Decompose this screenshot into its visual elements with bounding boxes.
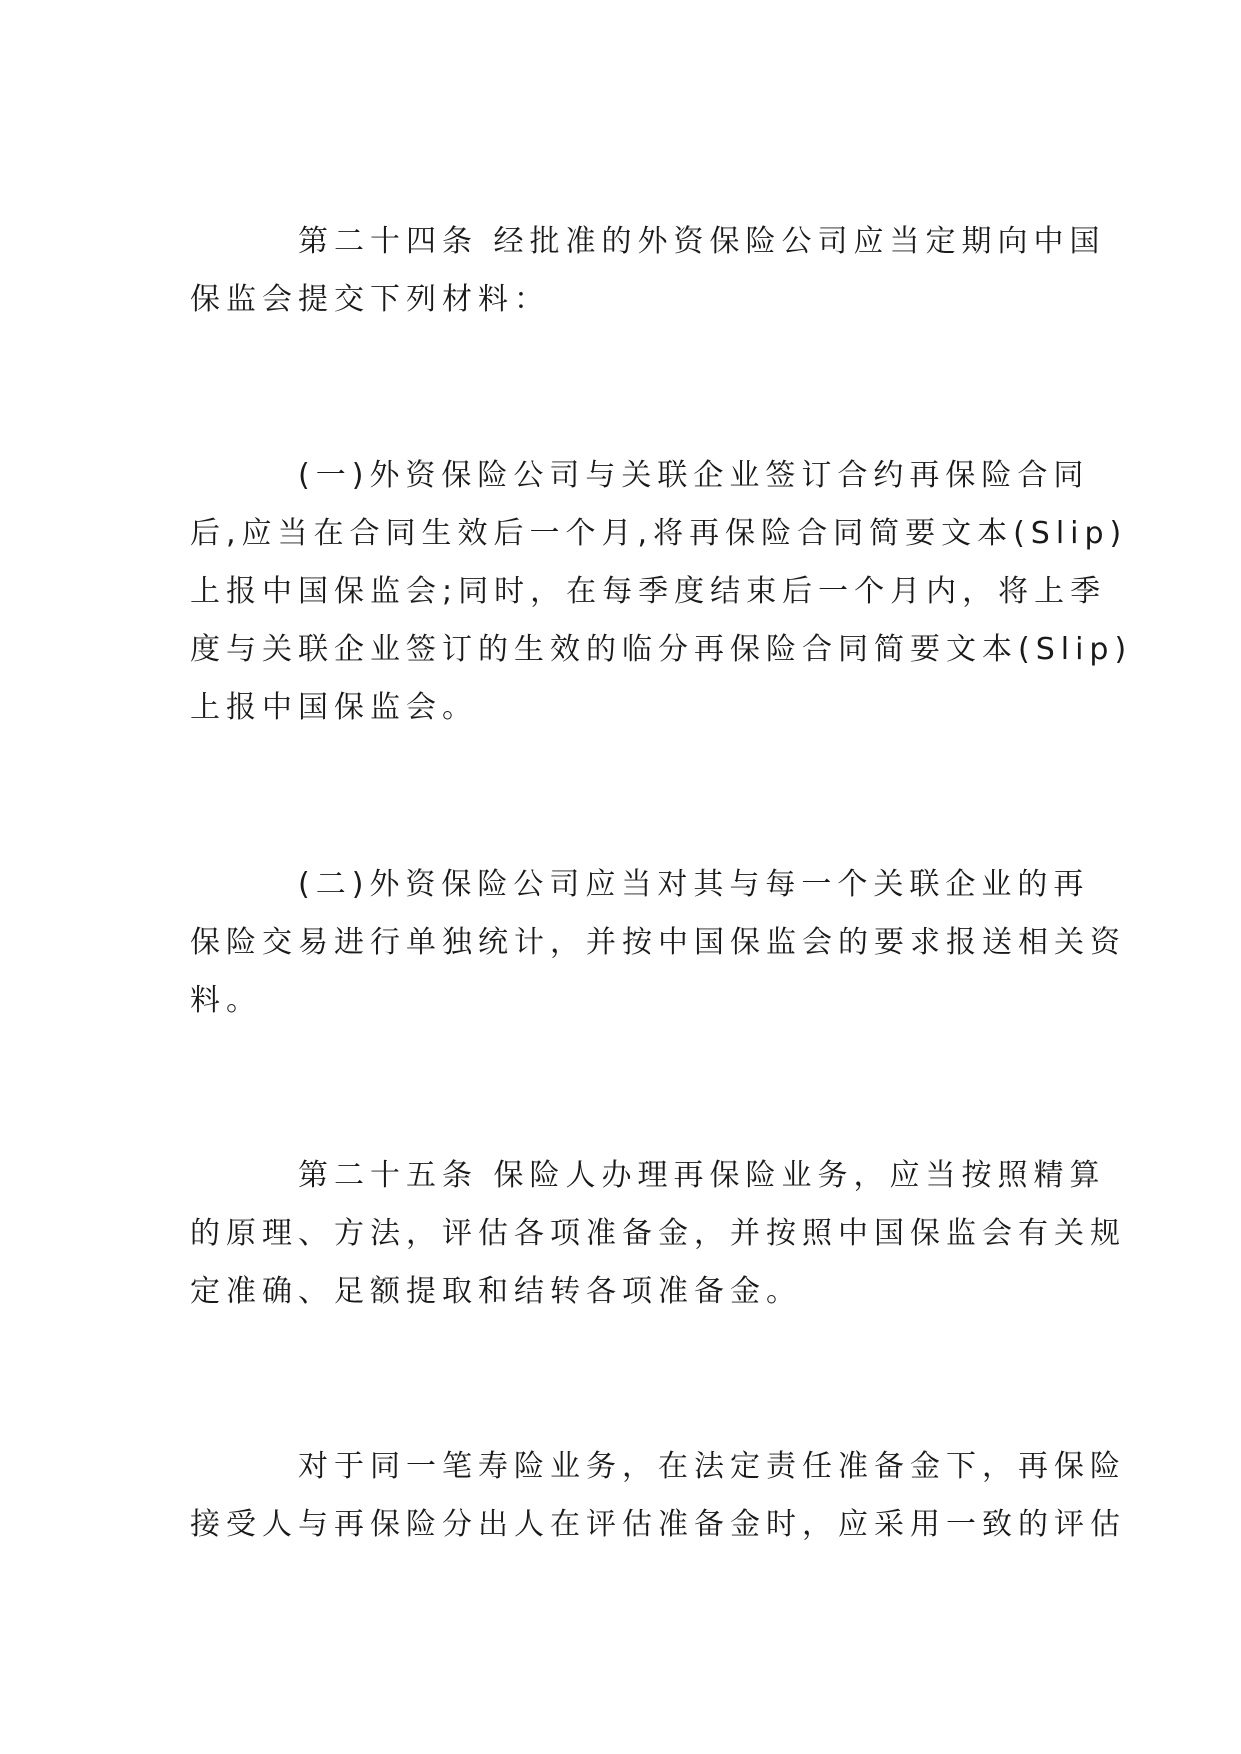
paragraph-line: 料。 <box>190 983 262 1018</box>
paragraph-item-1 <box>190 447 1132 737</box>
paragraph-article-25 <box>190 1147 1126 1321</box>
paragraph-line: 上报中国保监会。 <box>190 690 478 725</box>
paragraph-line: 第二十五条 保险人办理再保险业务，应当按照精算 <box>298 1158 1106 1193</box>
paragraph-line: (一)外资保险公司与关联企业签订合约再保险合同 <box>298 458 1090 493</box>
paragraph-line: 度与关联企业签订的生效的临分再保险合同简要文本(Slip) <box>190 632 1133 667</box>
paragraph-life-insurance-reserves <box>190 1438 1126 1554</box>
paragraph-item-2 <box>190 856 1126 1030</box>
paragraph-line: 第二十四条 经批准的外资保险公司应当定期向中国 <box>298 224 1106 259</box>
paragraph-line: 对于同一笔寿险业务，在法定责任准备金下，再保险 <box>298 1449 1126 1484</box>
paragraph-line: 保险交易进行单独统计，并按中国保监会的要求报送相关资 <box>190 925 1126 960</box>
paragraph-line: 的原理、方法，评估各项准备金，并按照中国保监会有关规 <box>190 1216 1126 1251</box>
paragraph-line: 定准确、足额提取和结转各项准备金。 <box>190 1274 802 1309</box>
paragraph-line: 后,应当在合同生效后一个月,将再保险合同简要文本(Slip) <box>190 516 1128 551</box>
paragraph-line: 接受人与再保险分出人在评估准备金时，应采用一致的评估 <box>190 1507 1126 1542</box>
paragraph-line: 上报中国保监会;同时，在每季度结束后一个月内，将上季 <box>190 574 1107 609</box>
paragraph-line: (二)外资保险公司应当对其与每一个关联企业的再 <box>298 867 1090 902</box>
paragraph-line: 保监会提交下列材料： <box>190 282 550 317</box>
paragraph-article-24 <box>190 213 1106 329</box>
